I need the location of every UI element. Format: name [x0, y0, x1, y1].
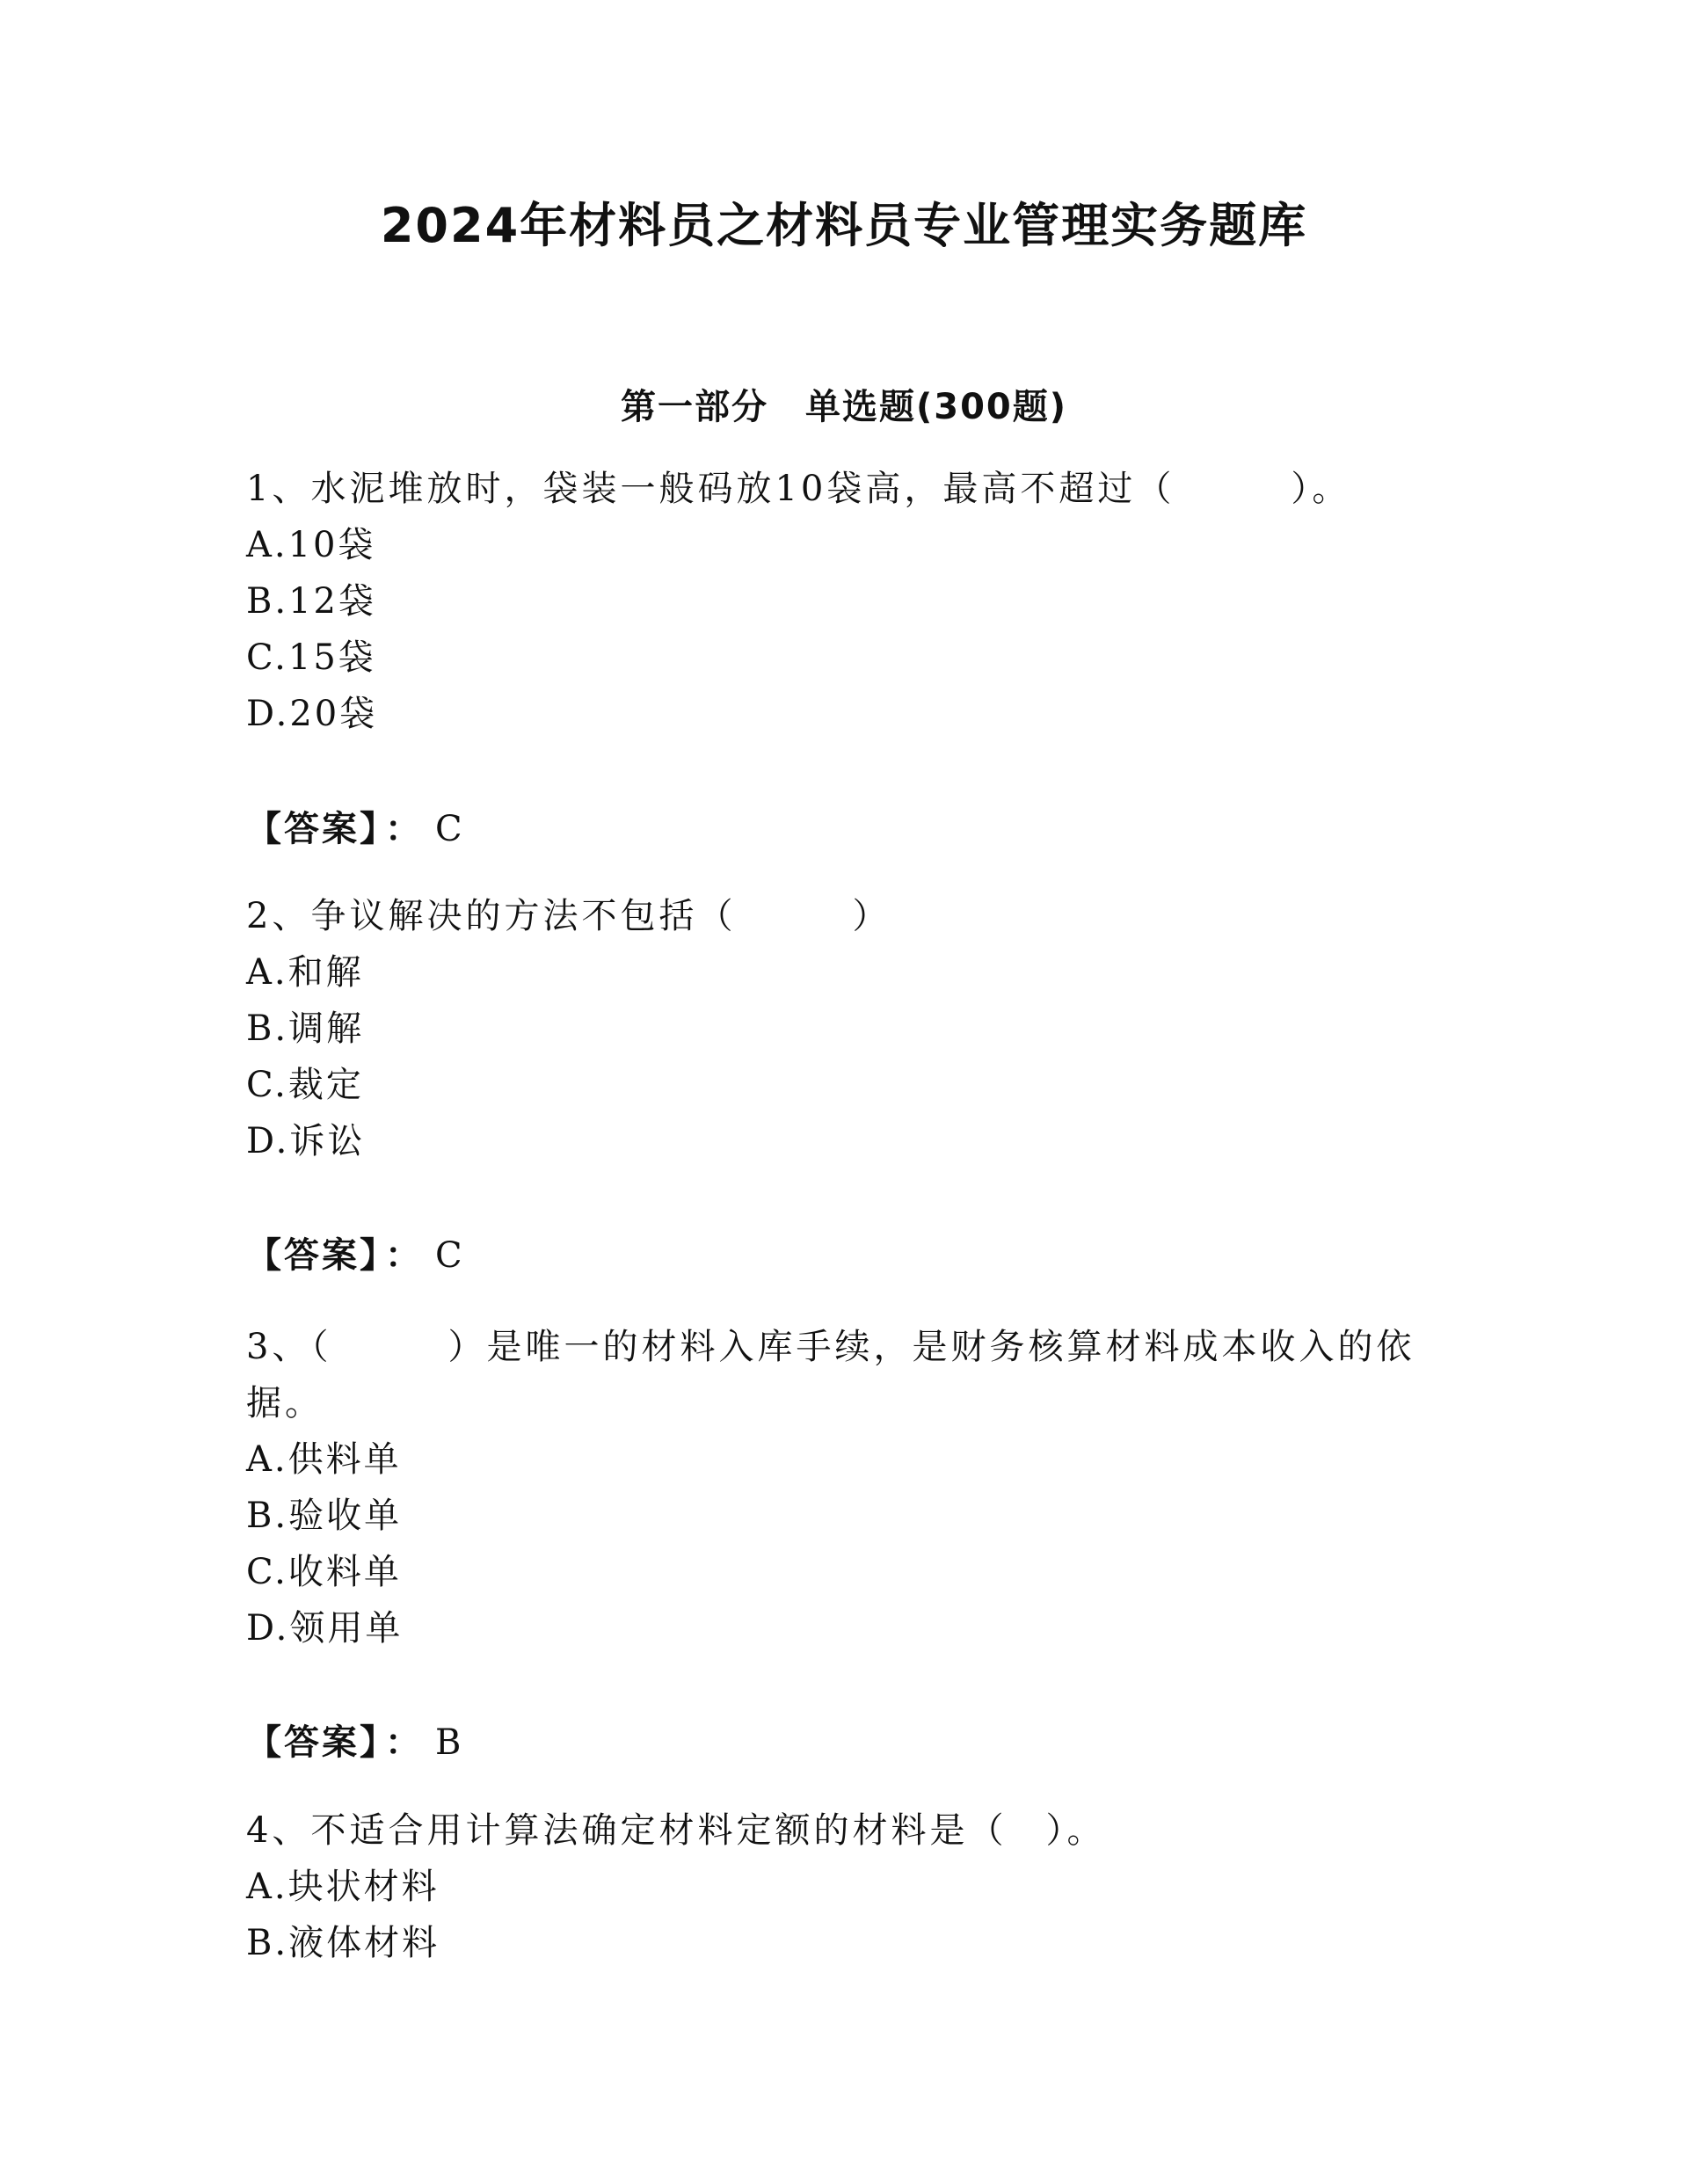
question-3-stem: 3、（ ）是唯一的材料入库手续，是财务核算材料成本收入的依据。 [246, 1327, 1415, 1423]
question-4-stem: 4、不适合用计算法确定材料定额的材料是（ ）。 [246, 1810, 1106, 1851]
question-4-option-b: B.液体材料 [246, 1923, 440, 1963]
document-title: 2024年材料员之材料员专业管理实务题库 [380, 198, 1308, 253]
question-2-option-a: A.和解 [246, 952, 364, 993]
answer-colon: ： [385, 809, 423, 849]
question-3-answer [246, 1718, 463, 1767]
question-2-option-d: D.诉讼 [246, 1121, 366, 1161]
question-2-stem: 2、争议解决的方法不包括（ ） [246, 896, 891, 936]
answer-colon: ： [385, 1722, 423, 1763]
question-1-stem: 1、水泥堆放时，袋装一般码放10袋高，最高不超过（ ）。 [246, 469, 1351, 509]
question-3-option-d: D.领用单 [246, 1608, 404, 1649]
answer-colon: ： [385, 1235, 423, 1276]
question-4-option-a: A.块状材料 [246, 1867, 440, 1907]
question-3-option-a: A.供料单 [246, 1439, 402, 1480]
answer-value: C [435, 809, 465, 849]
answer-label: 【答案】 [246, 1235, 380, 1276]
question-3-option-b: B.验收单 [246, 1496, 403, 1536]
question-1-answer [246, 804, 465, 854]
question-2-option-c: C.裁定 [246, 1065, 364, 1105]
question-1-option-a: A.10袋 [246, 525, 376, 565]
question-1-option-b: B.12袋 [246, 581, 377, 622]
answer-label: 【答案】 [246, 809, 380, 849]
question-1-option-d: D.20袋 [246, 694, 378, 734]
question-1-option-c: C.15袋 [246, 637, 376, 678]
answer-value: C [435, 1235, 465, 1276]
question-2-answer [246, 1231, 465, 1280]
answer-label: 【答案】 [246, 1722, 380, 1763]
answer-value: B [435, 1722, 464, 1763]
question-2-option-b: B.调解 [246, 1008, 365, 1049]
section-title: 第一部分 单选题(300题) [620, 387, 1068, 427]
question-3-option-c: C.收料单 [246, 1552, 402, 1592]
